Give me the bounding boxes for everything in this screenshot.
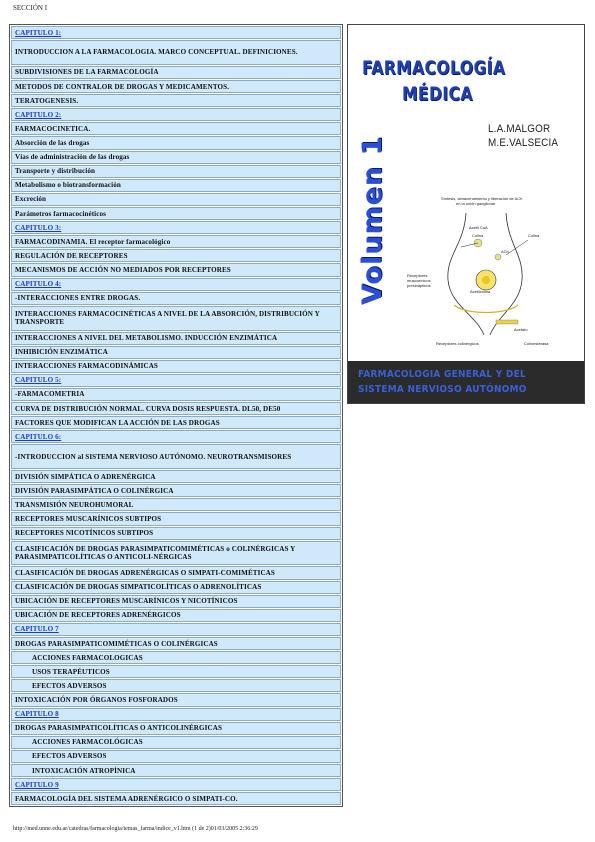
- toc-item: [11, 136, 341, 149]
- toc-chapter-link[interactable]: [11, 708, 341, 721]
- synapse-diagram: [406, 185, 581, 355]
- toc-item: [11, 566, 341, 579]
- cover-title-line2: MÉDICA: [402, 83, 473, 105]
- diagram-label-acetato: Acetato: [514, 327, 528, 332]
- toc-chapter-link[interactable]: [11, 221, 341, 234]
- ach-node: [495, 254, 501, 260]
- toc-item-label: Vías de administración de las drogas: [15, 153, 130, 162]
- toc-chapter-label[interactable]: CAPITULO 9: [15, 780, 59, 789]
- toc-chapter-link[interactable]: [11, 430, 341, 443]
- diagram-label-colina2: Colina: [528, 233, 540, 238]
- toc-item-label: SUBDIVISIONES DE LA FARMACOLOGÍA: [15, 68, 159, 77]
- toc-item: [11, 470, 341, 483]
- diagram-label-receptores3: presinápticos: [407, 283, 431, 288]
- neuron-outline-right: [490, 213, 522, 335]
- toc-item-label: USOS TERAPÉUTICOS: [32, 667, 110, 676]
- toc-item-label: EFECTOS ADVERSOS: [32, 752, 107, 761]
- toc-chapter-link[interactable]: [11, 278, 341, 291]
- toc-item: [11, 249, 341, 262]
- toc-item-label: Transporte y distribución: [15, 167, 96, 176]
- toc-item-label: MECANISMOS DE ACCIÓN NO MEDIADOS POR RECEPTORES: [15, 265, 231, 274]
- toc-item: [11, 512, 341, 525]
- cover-band: [348, 361, 584, 404]
- diagram-label-ach2: Acetilcolina: [470, 289, 491, 294]
- toc-item-label: INTRODUCCION A LA FARMACOLOGIA. MARCO CONCEPTUAL. DEFINICIONES.: [15, 48, 298, 57]
- toc-item: [11, 94, 341, 107]
- toc-item: [11, 66, 341, 79]
- toc-item: [11, 750, 341, 763]
- toc-chapter-label[interactable]: CAPITULO 5:: [15, 376, 62, 385]
- toc-item-label: CLASIFICACIÓN DE DROGAS PARASIMPATICOMIMÉTICAS o COLINÉRGICAS Y PARASIMPATICOLÍTICAS O ANTICOLI-NÉRGICAS: [15, 545, 296, 562]
- cover-subtitle-line1: FARMACOLOGIA GENERAL Y DEL: [358, 369, 526, 380]
- toc-item-label: INTOXICACIÓN POR ÓRGANOS FOSFORADOS: [15, 695, 178, 704]
- diagram-label-ach: ACh: [501, 249, 509, 254]
- diagram-label-colina: Colina: [472, 233, 484, 238]
- toc-item-label: INTOXICACIÓN ATROPÍNICA: [32, 766, 136, 775]
- toc-item-label: INTERACCIONES A NIVEL DEL METABOLISMO. INDUCCIÓN ENZIMÁTICA: [15, 334, 278, 343]
- toc-item-label: Excreción: [15, 195, 47, 204]
- toc-item-label: ACCIONES FARMACOLOGICAS: [32, 653, 143, 662]
- toc-chapter-label[interactable]: CAPITULO 2:: [15, 110, 62, 119]
- toc-item-label: INHIBICIÓN ENZIMÁTICA: [15, 348, 108, 357]
- toc-item: [11, 263, 341, 276]
- toc-item-label: DROGAS PARASIMPATICOMIMÉTICAS O COLINÉRGICAS: [15, 639, 218, 648]
- toc-item: [11, 764, 341, 777]
- toc-item-label: CURVA DE DISTRIBUCIÓN NORMAL. CURVA DOSIS RESPUESTA. DL50, DE50: [15, 404, 281, 413]
- toc-item-label: RECEPTORES MUSCARÍNICOS SUBTIPOS: [15, 515, 162, 524]
- toc-item-label: -INTERACCIONES ENTRE DROGAS.: [15, 294, 141, 303]
- toc-chapter-label[interactable]: CAPITULO 3:: [15, 223, 62, 232]
- cover-author-1: L.A.MALGOR: [488, 123, 551, 135]
- toc-item: [11, 527, 341, 540]
- toc-item: [11, 207, 341, 220]
- diagram-label-top2: en la unión ganglionar: [456, 201, 496, 206]
- toc-item: [11, 402, 341, 415]
- toc-item-label: FARMACOCINETICA.: [15, 124, 91, 133]
- toc-item-label: TERATOGENESIS.: [15, 96, 79, 105]
- toc-item-label: DIVISIÓN SIMPÁTICA O ADRENÉRGICA: [15, 472, 156, 481]
- toc-item-label: FARMACOLOGÍA DEL SISTEMA ADRENÉRGICO O SIMPATI-CO.: [15, 794, 238, 803]
- toc-chapter-link[interactable]: [11, 108, 341, 121]
- toc-item: [11, 679, 341, 692]
- cover-title-line1: FARMACOLOGÍA: [362, 57, 506, 79]
- toc-item: [11, 541, 341, 566]
- toc-item: [11, 165, 341, 178]
- toc-item: [11, 40, 341, 65]
- toc-item: [11, 332, 341, 345]
- toc-item: [11, 292, 341, 305]
- toc-item-label: Absorción de las drogas: [15, 138, 90, 147]
- toc-item: [11, 416, 341, 429]
- toc-item: [11, 484, 341, 497]
- page-footer: http://med.unne.edu.ar/catedras/farmacologia/temas_farma/indice_v1.htm (1 de 2)01/03/2005 2:36:29: [13, 826, 258, 832]
- toc-chapter-link[interactable]: [11, 26, 341, 39]
- diagram-label-receptores: Receptores: [407, 273, 428, 278]
- page-header: SECCIÓN I: [13, 4, 48, 12]
- toc-item-label: FARMACODINAMIA. El receptor farmacológico: [15, 237, 171, 246]
- toc-item-label: CLASIFICACIÓN DE DROGAS ADRENÉRGICAS O SIMPATI-COMIMÉTICAS: [15, 569, 275, 577]
- toc-item: [11, 693, 341, 706]
- book-cover-image: [347, 24, 585, 404]
- toc-item-label: INTERACCIONES FARMACOCINÉTICAS A NIVEL DE LA ABSORCIÓN, DISTRIBUCIÓN Y TRANSPORTE: [15, 310, 320, 327]
- toc-item: [11, 346, 341, 359]
- toc-item: [11, 595, 341, 608]
- toc-item-label: Metabolismo o biotransformación: [15, 181, 121, 190]
- toc-chapter-label[interactable]: CAPITULO 6:: [15, 432, 62, 441]
- vesicle-core: [482, 276, 490, 284]
- toc-item: [11, 637, 341, 650]
- toc-chapter-link[interactable]: [11, 623, 341, 636]
- cover-author-2: M.E.VALSECIA: [488, 137, 559, 149]
- toc-item-label: ACCIONES FARMACOLÓGICAS: [32, 738, 143, 747]
- toc-item-label: UBICACIÓN DE RECEPTORES ADRENÉRGICOS: [15, 611, 181, 620]
- diagram-label-top: Síntesis, almacenamiento y liberación de ACh: [441, 196, 523, 201]
- toc-chapter-link[interactable]: [11, 778, 341, 791]
- toc-item: [11, 444, 341, 469]
- toc-item-label: UBICACIÓN DE RECEPTORES MUSCARÍNICOS Y NICOTÍNICOS: [15, 597, 238, 606]
- toc-item: [11, 306, 341, 331]
- toc-item: [11, 151, 341, 164]
- toc-chapter-label[interactable]: CAPITULO 1:: [15, 28, 62, 37]
- toc-item: [11, 609, 341, 622]
- receptor-bar: [496, 320, 518, 324]
- toc-item: [11, 736, 341, 749]
- toc-item: [11, 665, 341, 678]
- diagram-label-achcoa: Acetil CoA: [469, 225, 488, 230]
- cover-top: [348, 25, 584, 361]
- toc-item: [11, 235, 341, 248]
- toc-chapter-label[interactable]: CAPITULO 7: [15, 625, 59, 634]
- toc-item-label: EFECTOS ADVERSOS: [32, 681, 107, 690]
- toc-item: [11, 122, 341, 135]
- diagram-label-colinesterasa: Colinesterasa: [524, 341, 549, 346]
- toc-item: [11, 651, 341, 664]
- diagram-label-receptores2: muscarínicos: [407, 278, 431, 283]
- toc-item-label: CLASIFICACIÓN DE DROGAS SIMPATICOLÍTICAS O ADRENOLÍTICAS: [15, 583, 262, 592]
- toc-item-label: TRANSMISIÓN NEUROHUMORAL: [15, 500, 134, 509]
- toc-item-label: METODOS DE CONTRALOR DE DROGAS Y MEDICAMENTOS.: [15, 82, 230, 91]
- toc-item: [11, 360, 341, 373]
- toc-item-label: -FARMACOMETRIA: [15, 390, 85, 399]
- toc-chapter-label[interactable]: CAPITULO 8: [15, 710, 59, 719]
- toc-item-label: INTERACCIONES FARMACODINÁMICAS: [15, 362, 158, 371]
- toc-item-label: Parámetros farmacocinéticos: [15, 209, 107, 218]
- toc-item: [11, 722, 341, 735]
- toc-item: [11, 581, 341, 594]
- toc-item-label: DIVISIÓN PARASIMPÁTICA O COLINÉRGICA: [15, 486, 174, 495]
- toc-item: [11, 792, 341, 805]
- toc-item: [11, 179, 341, 192]
- toc-chapter-label[interactable]: CAPITULO 4:: [15, 280, 62, 289]
- toc-item: [11, 80, 341, 93]
- toc-item-label: FACTORES QUE MODIFICAN LA ACCIÓN DE LAS DROGAS: [15, 418, 220, 427]
- toc-item: [11, 193, 341, 206]
- toc-chapter-link[interactable]: [11, 374, 341, 387]
- cover-volume-label: Volumen 1: [357, 135, 388, 305]
- diagram-label-post: Receptores colinérgicos: [436, 341, 479, 346]
- toc-item-label: -INTRODUCCION al SISTEMA NERVIOSO AUTÓNOMO. NEUROTRANSMISORES: [15, 452, 292, 461]
- toc-item-label: REGULACIÓN DE RECEPTORES: [15, 251, 128, 260]
- toc-item: [11, 498, 341, 511]
- cover-subtitle-line2: SISTEMA NERVIOSO AUTÓNOMO: [358, 384, 527, 395]
- toc-item-label: RECEPTORES NICOTÍNICOS SUBTIPOS: [15, 529, 154, 538]
- table-of-contents: [9, 24, 343, 807]
- toc-item-label: DROGAS PARASIMPATICOLÍTICAS O ANTICOLINÉRGICAS: [15, 724, 222, 733]
- toc-item: [11, 388, 341, 401]
